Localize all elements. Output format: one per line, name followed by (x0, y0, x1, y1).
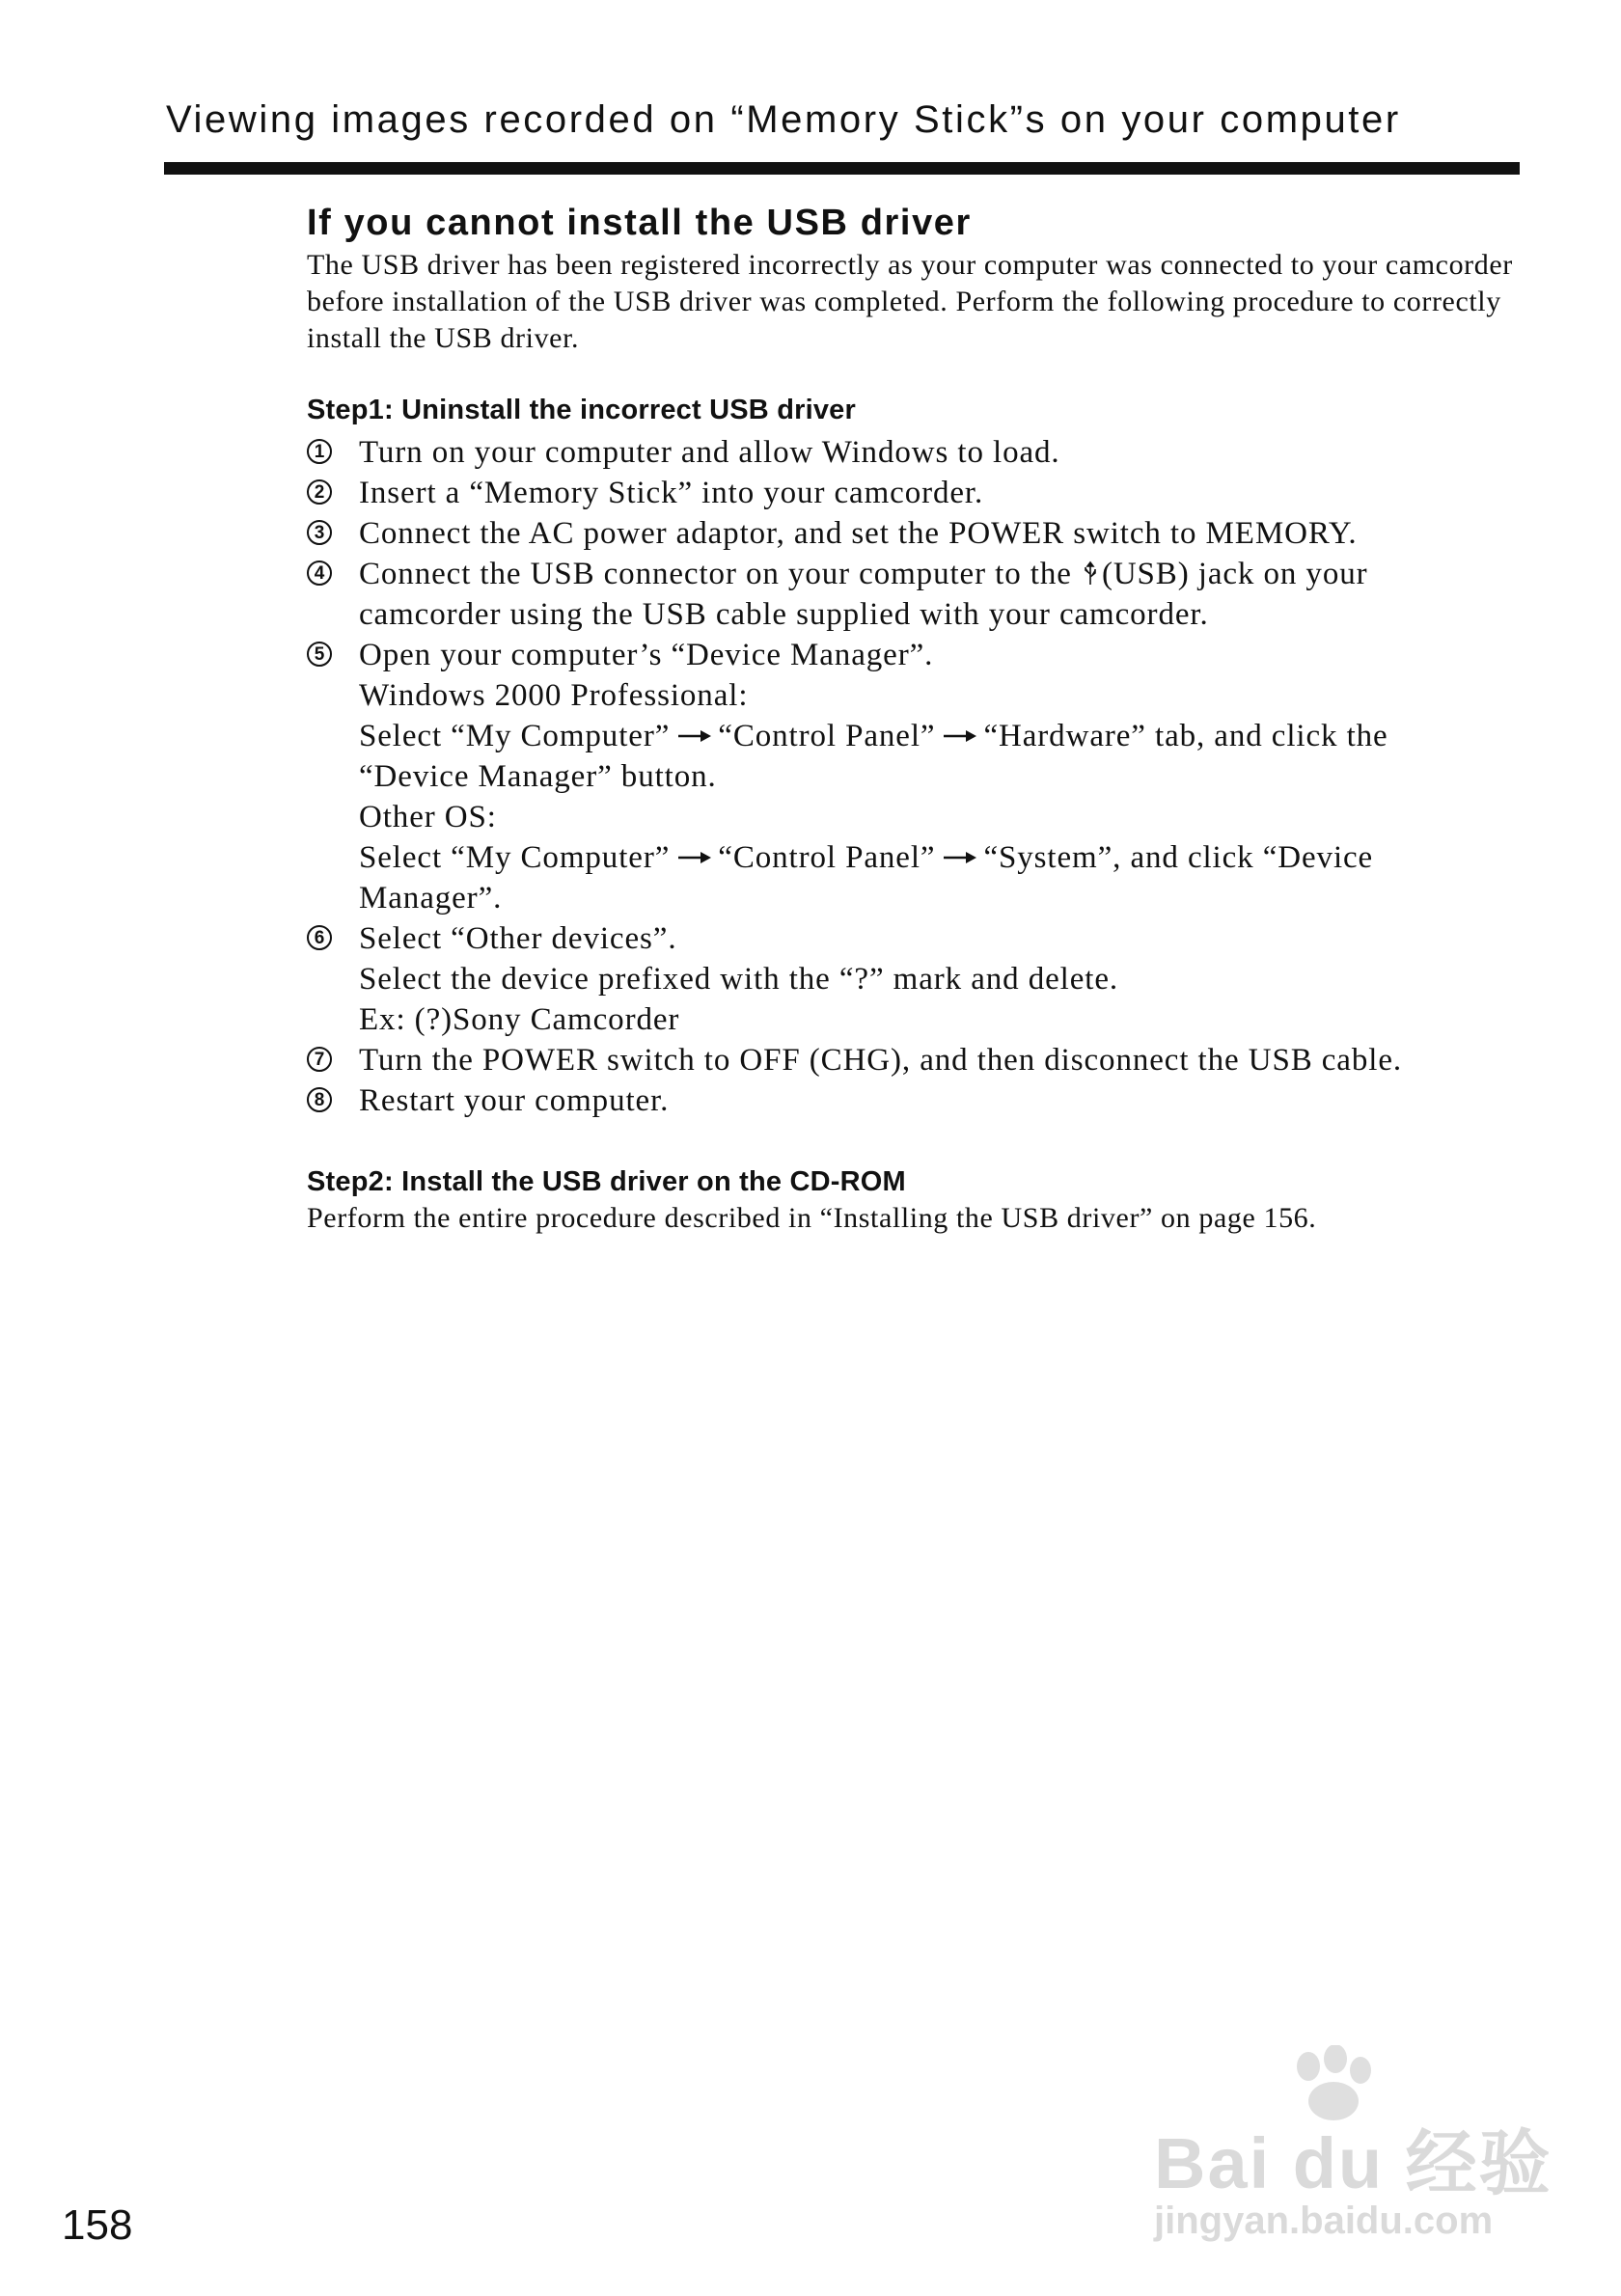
section-title: If you cannot install the USB driver (307, 203, 972, 243)
header-rule (164, 162, 1520, 175)
step-text-part: Select “My Computer” (359, 840, 671, 875)
step-number-badge: 7 (307, 1047, 332, 1072)
right-arrow-icon (943, 728, 977, 744)
page-number: 158 (62, 2201, 133, 2249)
step-number-badge: 2 (307, 479, 332, 505)
main-content (307, 199, 1525, 1237)
step-text: Open your computer’s “Device Manager”. (359, 638, 934, 672)
list-item (307, 635, 1525, 918)
step-text: Turn the POWER switch to OFF (CHG), and then disconnect the USB cable. (359, 1043, 1403, 1078)
step2-text: Perform the entire procedure described in “Installing the USB driver” on page 156. (307, 1202, 1317, 1234)
step-text-part: Select “My Computer” (359, 719, 671, 753)
page-header-title: Viewing images recorded on “Memory Stick”s on your computer (166, 98, 1401, 141)
step-text-part: “Hardware” tab, and click the (983, 719, 1388, 753)
step-number-badge: 4 (307, 560, 332, 586)
step-number-badge: 5 (307, 642, 332, 667)
list-item (307, 1040, 1525, 1080)
step-text: Ex: (?)Sony Camcorder (359, 1002, 680, 1037)
step-text: Turn on your computer and allow Windows to load. (359, 435, 1060, 470)
step-text-part: “System”, and click “Device (983, 840, 1374, 875)
step-text: Manager”. (359, 881, 503, 916)
right-arrow-icon (677, 728, 712, 744)
step-text (359, 837, 1525, 878)
step-number-badge: 1 (307, 439, 332, 464)
list-item (307, 554, 1525, 635)
step-text: Insert a “Memory Stick” into your camcorder. (359, 476, 984, 510)
list-item (307, 513, 1525, 554)
list-item (307, 918, 1525, 1040)
step-text-part: (USB) jack on your (1101, 557, 1368, 591)
usb-icon (1083, 560, 1098, 586)
step-text: “Device Manager” button. (359, 759, 717, 794)
watermark-logo-text: Bai du 经验 (1154, 2123, 1552, 2203)
step-text-part: Connect the USB connector on your computer to the (359, 557, 1072, 591)
step-text-part: “Control Panel” (718, 719, 936, 753)
step-text: Restart your computer. (359, 1083, 670, 1118)
step-number-badge: 6 (307, 925, 332, 950)
list-item (307, 432, 1525, 473)
step2-heading: Step2: Install the USB driver on the CD-ROM (307, 1166, 906, 1197)
step-number-badge: 3 (307, 520, 332, 545)
step1-list (307, 432, 1525, 1121)
right-arrow-icon (677, 850, 712, 865)
step-text: Connect the AC power adaptor, and set the POWER switch to MEMORY. (359, 516, 1358, 551)
step-number-badge: 8 (307, 1087, 332, 1112)
step-text-part: “Control Panel” (718, 840, 936, 875)
step-text (359, 716, 1525, 756)
step-text: camcorder using the USB cable supplied with your camcorder. (359, 597, 1209, 632)
watermark-url: jingyan.baidu.com (1154, 2200, 1494, 2242)
step-text: Windows 2000 Professional: (359, 678, 749, 713)
baidu-watermark (1154, 2045, 1559, 2257)
right-arrow-icon (943, 850, 977, 865)
step-text: Select “Other devices”. (359, 921, 677, 956)
list-item (307, 473, 1525, 513)
step-text (359, 554, 1525, 594)
step-text: Other OS: (359, 800, 497, 834)
step1-heading: Step1: Uninstall the incorrect USB driver (307, 395, 856, 425)
section-intro: The USB driver has been registered incorrectly as your computer was connected to your camcorder before installation of the USB driver was completed. Perform the following procedure to correctly install the USB driver. (307, 249, 1513, 354)
list-item (307, 1080, 1525, 1121)
step-text: Select the device prefixed with the “?” mark and delete. (359, 962, 1119, 997)
